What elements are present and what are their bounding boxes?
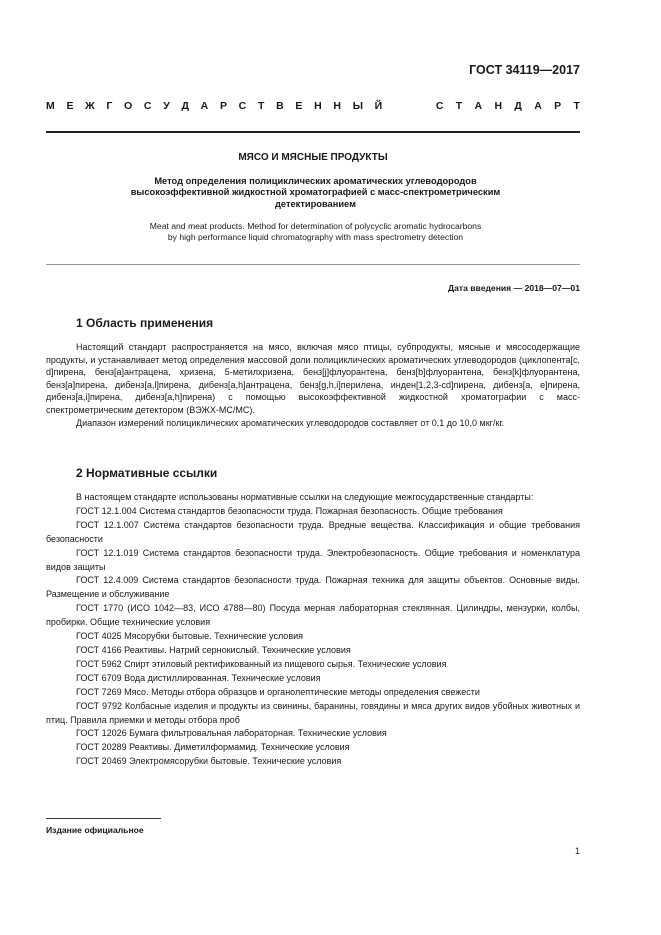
heading-letter: А [534, 100, 542, 112]
normative-reference: ГОСТ 20469 Электромясорубки бытовые. Технические условия [76, 756, 342, 767]
heading-letter: Е [66, 100, 74, 112]
document-subtitle [70, 176, 561, 210]
normative-reference: ГОСТ 6709 Вода дистиллированная. Технические условия [76, 672, 321, 683]
heading-letter: Р [554, 100, 562, 112]
english-title [70, 221, 561, 244]
heading-letter: С [435, 100, 444, 112]
heading-letter: У [163, 100, 170, 112]
heading-letter: Т [573, 100, 580, 112]
heading-letter: Н [494, 100, 503, 112]
normative-reference: ГОСТ 4025 Мясорубки бытовые. Технические условия [76, 631, 303, 642]
normative-reference: ГОСТ 12.1.007 Система стандартов безопасности труда. Вредные вещества. Классификация и общие требования безопасности [46, 519, 580, 544]
subtitle-line: детектированием [275, 198, 356, 209]
normative-reference: ГОСТ 20289 Реактивы. Диметилформамид. Технические условия [76, 742, 350, 753]
section-2-heading: 2 Нормативные ссылки [76, 466, 218, 480]
section-1-body [46, 341, 580, 429]
normative-reference: ГОСТ 7269 Мясо. Методы отбора образцов и органолептические методы определения свежести [76, 686, 480, 697]
title-rule [46, 264, 580, 265]
heading-letter: А [474, 100, 483, 112]
section-2-body [46, 491, 580, 769]
normative-reference: ГОСТ 4166 Реактивы. Натрий сернокислый. Технические условия [76, 644, 351, 655]
heading-letter: С [143, 100, 152, 112]
official-edition-label: Издание официальное [46, 825, 144, 835]
heading-letter: Ы [352, 100, 363, 112]
normative-reference: ГОСТ 12.1.019 Система стандартов безопасности труда. Электробезопасность. Общие требования и номенклатура видов защиты [46, 547, 580, 572]
heading-letter: С [238, 100, 247, 112]
normative-reference: ГОСТ 12.1.004 Система стандартов безопасности труда. Пожарная безопасность. Общие требования [76, 505, 503, 516]
footer-rule [46, 818, 161, 819]
normative-reference: ГОСТ 9792 Колбасные изделия и продукты из свинины, баранины, говядины и мяса других видов убойных животных и птиц. Правила приемки и методы отбора проб [46, 700, 580, 725]
heading-letter: Т [257, 100, 265, 112]
heading-letter: В [276, 100, 284, 112]
heading-letter: А [200, 100, 209, 112]
introduction-date: Дата введения — 2018—07—01 [447, 283, 580, 293]
normative-reference: ГОСТ 12.4.009 Система стандартов безопасности труда. Пожарная техника для защиты объектов. Основные виды. Размещение и обслуживание [46, 575, 580, 600]
heading-letter: Ж [85, 100, 95, 112]
normative-reference: ГОСТ 1770 (ИСО 1042—83, ИСО 4788—80) Посуда мерная лабораторная стеклянная. Цилиндры, мензурки, колбы, пробирки. Общие технические условия [46, 603, 580, 628]
section-2-intro: В настоящем стандарте использованы нормативные ссылки на следующие межгосударственные стандарты: [76, 492, 534, 502]
interstate-standard-heading [46, 100, 580, 112]
heading-letter: О [124, 100, 133, 112]
english-title-line: Meat and meat products. Method for determination of polycyclic aromatic hydrocarbons [149, 221, 482, 231]
heading-letter: М [46, 100, 55, 112]
heading-letter: Й [374, 100, 383, 112]
subtitle-line: Метод определения полициклических ароматических углеводородов [154, 176, 477, 186]
heading-letter: Г [106, 100, 113, 112]
interstate-word [46, 100, 382, 112]
subtitle-line: высокоэффективной жидкостной хроматографией с масс-спектрометрическим [130, 187, 501, 198]
section-1-paragraph: Диапазон измерений полициклических ароматических углеводородов составляет от 0,1 до 10,0 мкг/кг. [76, 417, 505, 428]
normative-reference: ГОСТ 5962 Спирт этиловый ректификованный из пищевого сырья. Технические условия [76, 658, 447, 669]
normative-reference: ГОСТ 12026 Бумага фильтровальная лабораторная. Технические условия [76, 728, 387, 739]
section-1-heading: 1 Область применения [76, 316, 214, 330]
document-title: МЯСО И МЯСНЫЕ ПРОДУКТЫ [238, 152, 388, 163]
heading-letter: Д [514, 100, 522, 112]
heading-letter: Д [181, 100, 189, 112]
heading-letter: Н [314, 100, 322, 112]
heading-letter: Р [219, 100, 227, 112]
page-number: 1 [574, 846, 580, 856]
standard-word [436, 100, 580, 112]
header-rule [46, 131, 580, 133]
heading-letter: Е [295, 100, 303, 112]
section-1-paragraph: Настоящий стандарт распространяется на мясо, включая мясо птицы, субпродукты, мясные и мясосодержащие продукты, и устанавливает метод определения массовой доли полициклических ароматических углеводородов (циклопента[c, d]пирена, бенз[a]антрацена, хризена, 5-метилхризена, бенз[j]флуорантена, бенз[b]флуорантена, бенз[k]флуорантена, бенз[a]пирена, дибенз[a,l]пирена, дибенз[a,h]антрацена, бенз[g,h,i]перилена, инден[1,2,3-cd]пирена, дибенз[a, e]пирена, дибенз[a,i]пирена, дибенз[a,h]пирена) с помощью высокоэффективной жидкостной хроматографии с масс-спектрометрическим детектором (ВЭЖХ-МС/МС). [46, 342, 580, 415]
heading-letter: Т [455, 100, 463, 112]
english-title-line: by high performance liquid chromatography with mass spectrometry detection [167, 232, 464, 243]
gost-number: ГОСТ 34119—2017 [469, 63, 580, 77]
heading-letter: Н [333, 100, 341, 112]
